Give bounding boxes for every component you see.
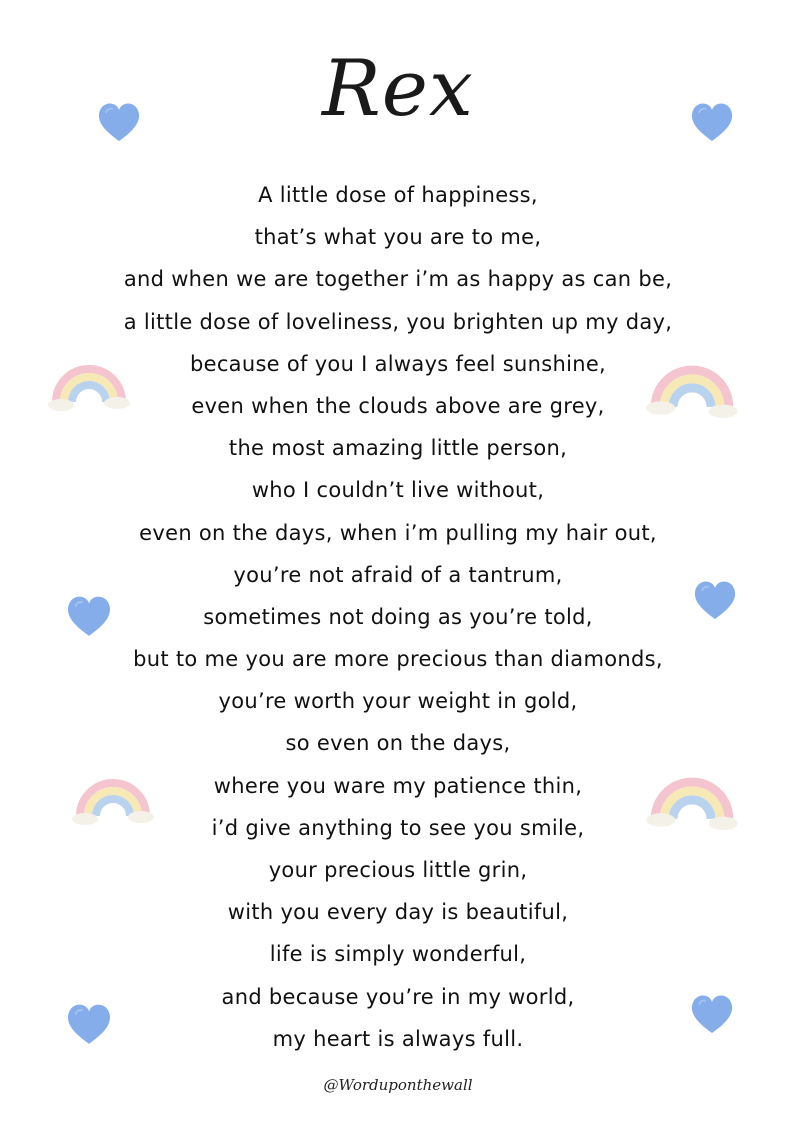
- rainbow-icon: [72, 774, 154, 826]
- poem-line: i’d give anything to see you smile,: [211, 815, 585, 840]
- poem-line: your precious little grin,: [268, 858, 528, 882]
- poem-line: you’re not afraid of a tantrum,: [233, 562, 563, 587]
- rainbow-icon: [48, 360, 130, 412]
- heart-icon: [693, 579, 737, 621]
- poem-line: because of you I always feel sunshine,: [189, 351, 607, 376]
- poem-line: even when the clouds above are grey,: [191, 393, 605, 418]
- poem-line: and because you’re in my world,: [221, 984, 575, 1009]
- poem-line: even on the days, when i’m pulling my hair out,: [139, 520, 657, 545]
- poem-title: Rex: [322, 44, 474, 134]
- poem-line: but to me you are more precious than diamonds,: [133, 647, 663, 672]
- poem-line: a little dose of loveliness, you brighten up my day,: [123, 309, 673, 334]
- poem-line: so even on the days,: [285, 731, 511, 756]
- poem-line: that’s what you are to me,: [254, 225, 542, 250]
- rainbow-icon: [644, 772, 740, 830]
- poem-line: you’re worth your weight in gold,: [218, 689, 578, 714]
- heart-icon: [690, 101, 734, 143]
- poem-line: the most amazing little person,: [228, 436, 568, 461]
- heart-icon: [66, 594, 112, 638]
- poem-line: sometimes not doing as you’re told,: [203, 604, 593, 629]
- poem-body: [0, 174, 796, 1060]
- heart-icon: [690, 993, 734, 1035]
- poem-line: with you every day is beautiful,: [227, 900, 569, 925]
- poem-line: my heart is always full.: [272, 1026, 524, 1051]
- poem-line: who I couldn’t live without,: [251, 478, 545, 503]
- poem-line: life is simply wonderful,: [269, 942, 527, 967]
- poem-line: A little dose of happiness,: [258, 183, 538, 207]
- heart-icon: [97, 101, 141, 143]
- poem-line: where you ware my patience thin,: [213, 773, 583, 798]
- poem-line: and when we are together i’m as happy as can be,: [123, 267, 673, 292]
- rainbow-icon: [644, 360, 740, 418]
- signature: @Worduponthewall: [323, 1076, 473, 1094]
- heart-icon: [66, 1002, 112, 1046]
